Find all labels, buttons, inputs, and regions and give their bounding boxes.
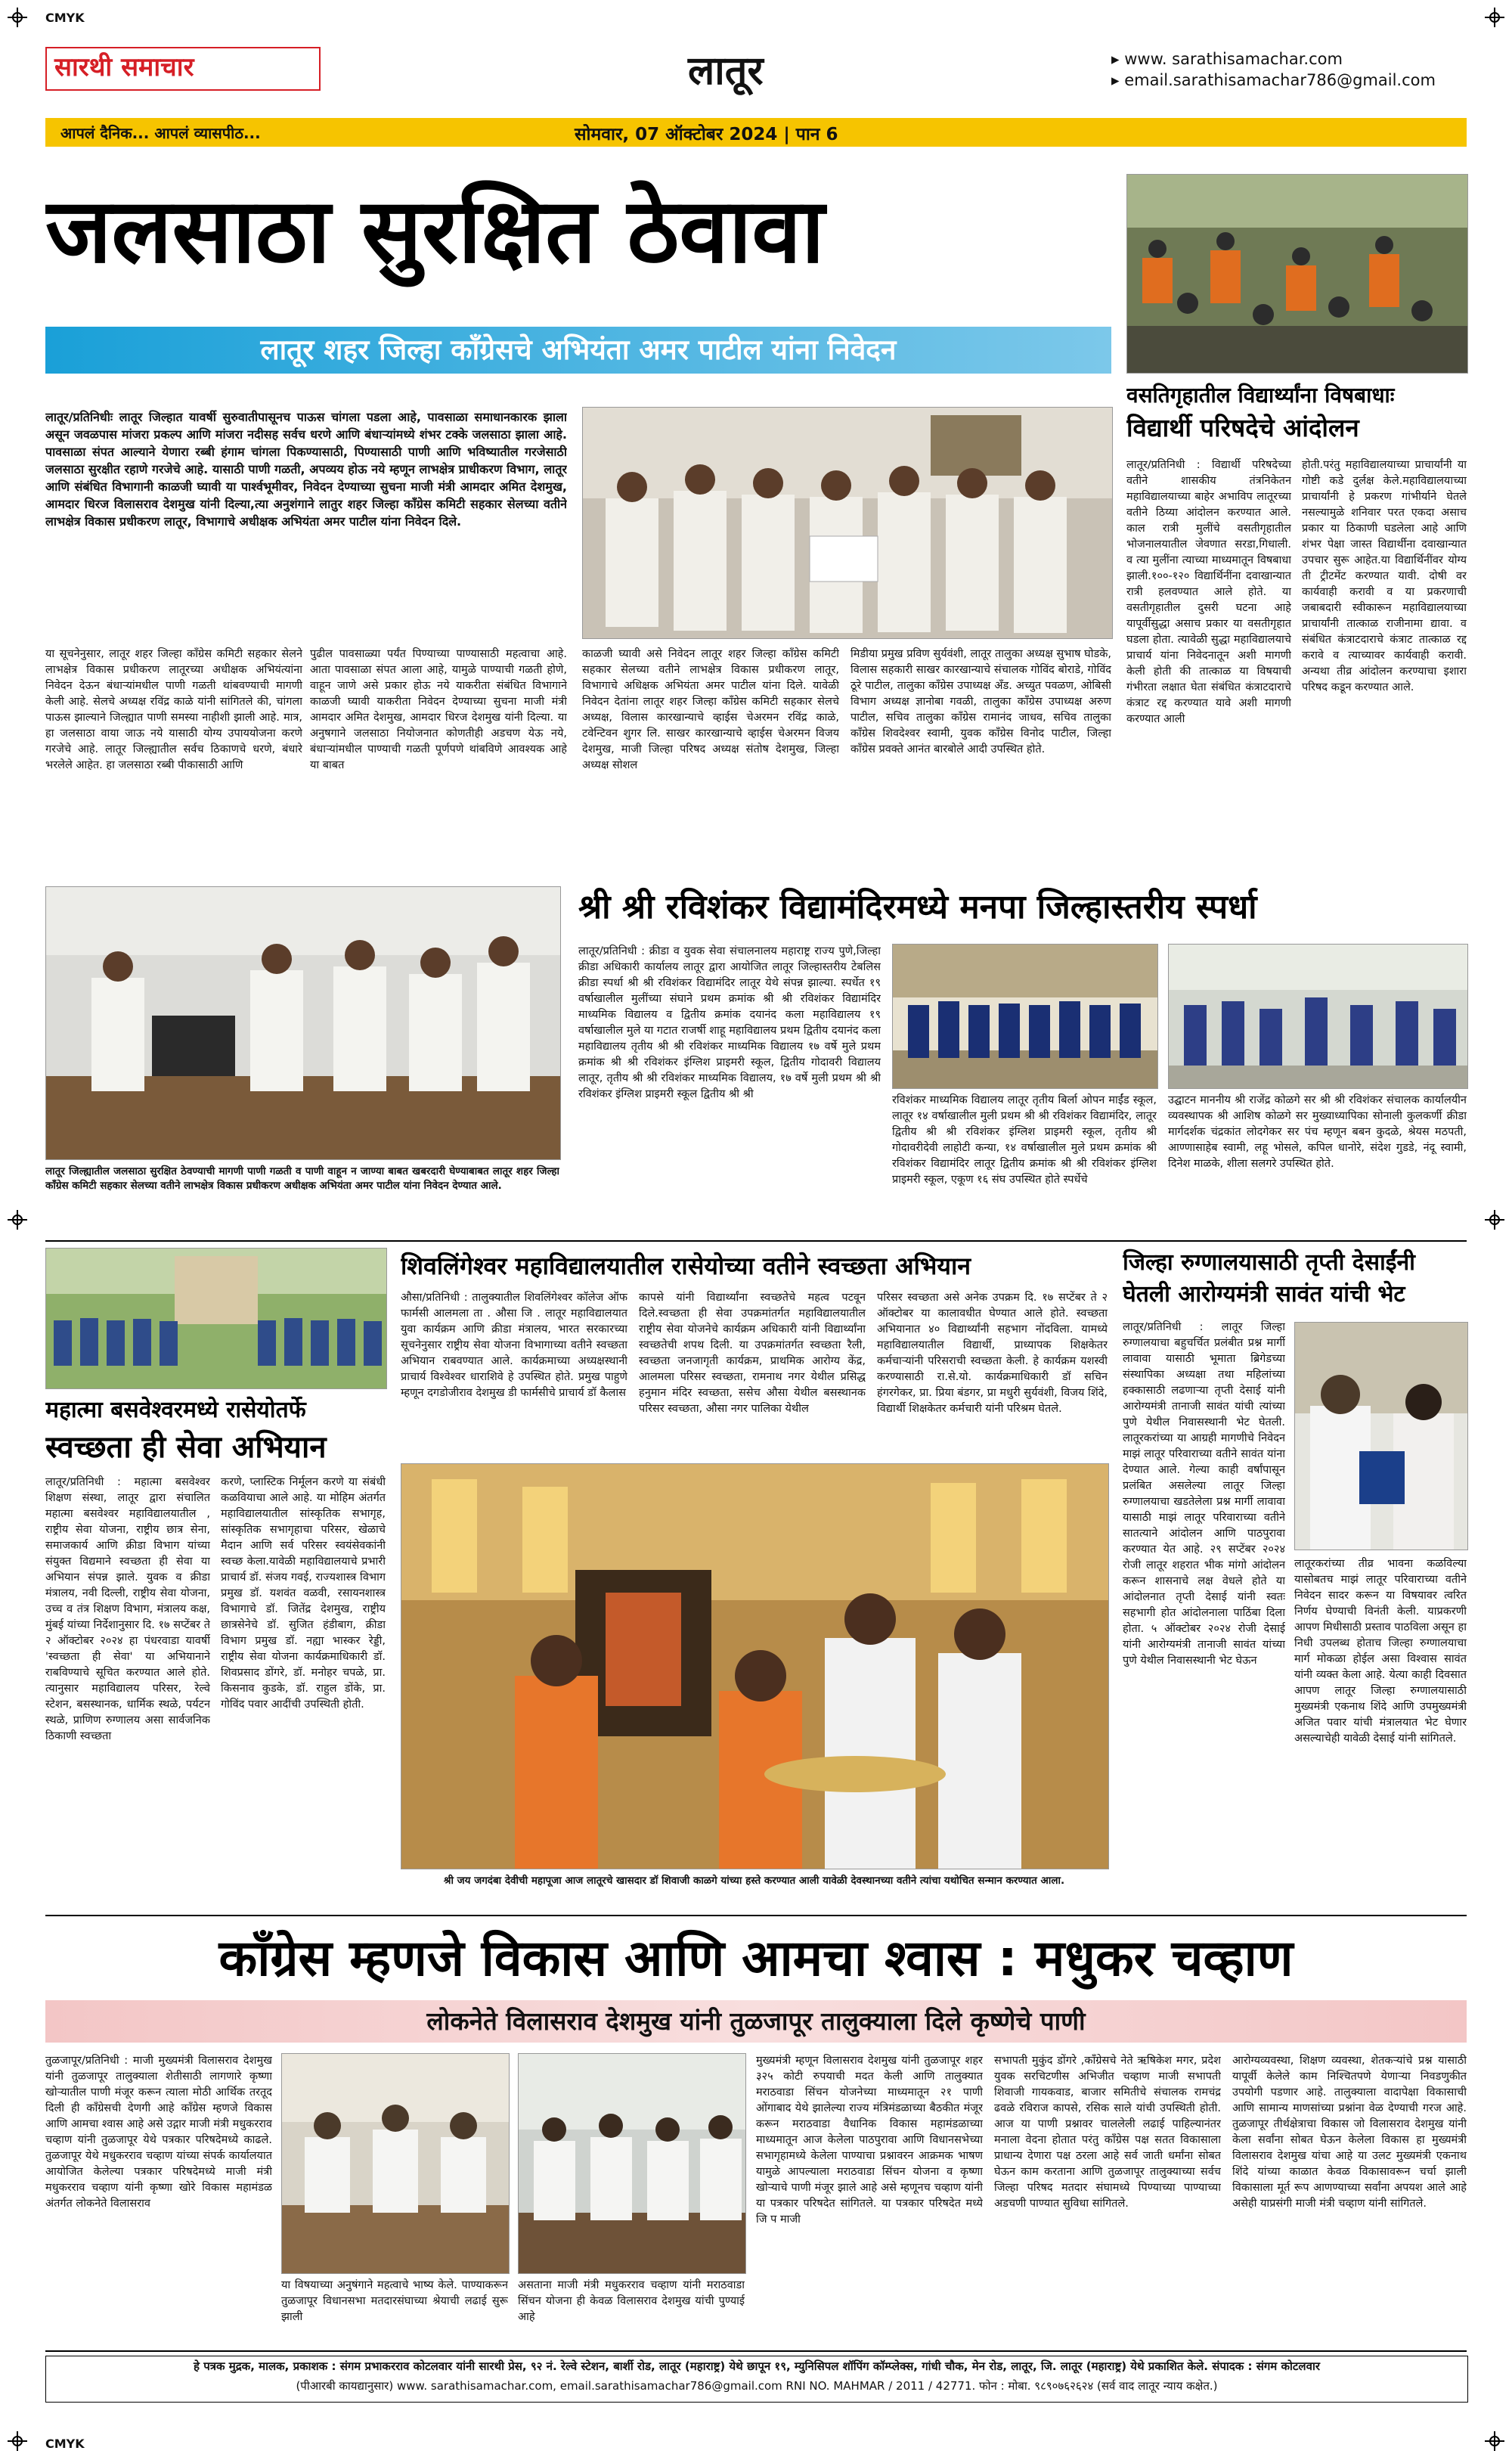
story7-caption-1: या विषयाच्या अनुषंगाने महत्वाचे भाष्य केले. पाण्याकरून तुळजापूर विधानसभा मतदारसंघाच्या श्रेयाची लढाई सुरू झाली <box>281 2279 508 2323</box>
story2-col2: होती.परंतु महाविद्यालयाच्या प्राचार्यांनी या गोष्टी कडे दुर्लक्ष केले.महाविद्यालयाच्या प्राचार्यांनी हे प्रकरण गांभीर्याने घेतले नसल्यामुळे शनिवार परत एकदा असाच प्रकार या ठिकाणी घडलेला आहे आणि शंभर पेक्षा जास्त विद्यार्थीना दवाखान्यात उपचार सुरू आहेत.या विद्यार्थिनींवर योग्य ती ट्रीटमेंट करण्यात यावी. दोषी वर कार्यवाही करावी व या प्रकरणाची जबाबदारी स्वीकारून महाविद्यालयाच्या प्राचार्यांनी तात्काळ राजीनामा द्यावा. व संबंधित कंत्राटदाराचे कंत्राट तात्काळ रद्द करावे व त्याच्यावर कार्यवाही करावी. अन्यथा तीव्र आंदोलन करण्याचा इशारा परिषद कडून करण्यात आले. <box>1302 459 1467 693</box>
email-link[interactable]: email.sarathisamachar786@gmail.com <box>1124 71 1436 89</box>
story1-subhead-bar <box>45 327 1111 374</box>
footer-rule <box>45 2350 1467 2352</box>
story6-photo-meeting <box>1294 1322 1468 1550</box>
story1-photo-caption: लातूर जिल्ह्यातील जलसाठा सुरक्षित ठेवण्याची मागणी पाणी गळती व पाणी वाहून न जाण्या बाबत खबरदारी घेण्याबाबत लातूर शहर जिल्हा काँग्रेस कमिटी सहकार सेलच्या वतीने लाभक्षेत्र विकास प्रधीकरण अधीक्षक अभियंता अमर पाटील यांना निवेदन देण्यात आले. <box>45 1165 559 1192</box>
story1-photo-office <box>45 886 561 1160</box>
story4-photo-caption: श्री जय जगदंबा देवीची महापूजा आज लातूरचे खासदार डॉ शिवाजी काळगे यांच्या हस्ते करण्यात आली यावेळी देवस्थानच्या वतीने त्यांचा यथोचित सन्मान करण्यात आला. <box>443 1875 1065 1887</box>
cmyk-label: CMYK <box>45 2437 85 2451</box>
story5-photo-group <box>45 1248 387 1389</box>
story7-col1: तुळजापूर/प्रतिनिधी : माजी मुख्यमंत्री विलासराव देशमुख यांनी तुळजापूर तालुक्याला शेतीसाठी लागणारे कृष्णा खोऱ्यातील पाणी मंजूर करून त्याला मोठी आर्थिक तरतूद दिली ही काँग्रेसची देणगी आहे काँग्रेस म्हणजे विकास आणि आमचा श्वास आहे असे उद्गार माजी मंत्री मधुकरराव चव्हाण यांनी तुळजापूर येथे पत्रकार परिषदेमध्ये काढले. तुळजापूर येथे मधुकरराव चव्हाण यांच्या संपर्क कार्यालयात आयोजित केलेल्या पत्रकार परिषदेमध्ये माजी मंत्री मधुकरराव चव्हाण यांनी कृष्णा खोरे विकास महामंडळ अंतर्गत लोकनेते विलासराव <box>45 2055 272 2210</box>
story3-photo-group <box>892 944 1158 1089</box>
story2-headline-2: विद्यार्थी परिषदेचे आंदोलन <box>1126 413 1359 442</box>
registration-mark <box>1485 2431 1504 2451</box>
story4-col3: परिसर स्वच्छता असे अनेक उपक्रम दि. १७ सप्टेंबर ते २ ऑक्टोबर या कालावधीत घेण्यात आले होते. स्वच्छता अभियानात ४० विद्यार्थ्यांनी सहभाग नोंदविला. यामध्ये महाविद्यालयातील विद्यार्थी, प्राध्यापक शिक्षकेतर कर्मचाऱ्यांनी परिसराची स्वच्छता केली. हे कार्यक्रम यशस्वी करण्यासाठी रा.से.यो. कार्यक्रमाधिकारी डॉ सचिन हंगरगेकर, प्रा. प्रिया बंडगर, प्रा मधुरी सुर्यवंशी, विजय शिंदे, विद्यार्थी शिक्षकेतर कर्मचारी यांनी परिश्रम घेतले. <box>877 1292 1108 1415</box>
story2-photo-protest <box>1126 174 1468 374</box>
story6-col1: लातूर/प्रतिनिधी : लातूर जिल्हा रुग्णालयाचा बहुचर्चित प्रलंबीत प्रश्न मार्गी लावावा यासाठी भूमाता ब्रिगेडच्या संस्थापिका अध्यक्षा तथा महिलांच्या हक्कासाठी लढणाऱ्या तृप्ती देसाई यांनी आरोग्यमंत्री तानाजी सावंत यांची त्यांच्या पुणे येथील निवासस्थानी भेट घेतली. लातूरकरांच्या या आग्रही मागणीचे निवेदन माझं लातूर परिवाराच्या वतीने सावंत यांना देण्यात आले. गेल्या काही वर्षांपासून प्रलंबित असलेल्या लातूर जिल्हा रुग्णालयाचा खडतेलेला प्रश्न मार्गी लावावा यासाठी माझं लातूर परिवाराच्या वतीने सातत्याने आंदोलन आणि पाठपुरावा करण्यात येत आहे. २९ सप्टेंबर २०२४ रोजी लातूर शहरात भीक मांगो आंदोलन करून शासनाचे लक्ष वेधले होते या आंदोलनात तृप्ती देसाई यांनी स्वतः सहभागी होत आंदोलनाला पाठिंबा दिला होता. ५ ऑक्टोबर २०२४ रोजी देसाई यांनी आरोग्यमंत्री तानाजी सावंत यांच्या पुणे येथील निवासस्थानी भेट घेऊन <box>1123 1321 1285 1667</box>
story7-photo-press-1 <box>281 2053 510 2274</box>
story1-lead: लातूर/प्रतिनिधीः लातूर जिल्हात यावर्षी सुरुवातीपासूनच पाऊस चांगला पडला आहे, पावसाळा समाधानकारक झाला असून जवळपास मांजरा प्रकल्प आणि मांजरा नदीसह सर्वच धरणे आणि बंधाऱ्यांमध्ये शंभर टक्के जलसाठा झाला आहे. पावसाळा संपत आल्याने येणारा रब्बी हंगाम चांगला पिकण्यासाठी, पिण्यासाठी पाणी आणि भविष्यातील गरजेसाठी जलसाठा सुरक्षीत रहाणे गरजेचे आहे. यासाठी पाणी गळती, अपव्यय होऊ नये म्हणून लाभक्षेत्र प्राधीकरण विभाग, लातूर आणि संबंधित विभागानी काळजी घ्यावी या पार्श्वभूमीवर, निवेदन देण्याच्या सुचना माजी मंत्री आमदार अमित देशमुख, आमदार धिरज विलासराव देशमुख यांनी दिल्या,त्या अनुशंगाने लातुर शहर जिल्हा कॉंग्रेस कमिटी सहकार सेलच्या वतीने लाभक्षेत्र विकास प्रधीकरण लातूर, विभागाचे अधीक्षक अभियंता अमर पाटील यांना निवेदन दिले. <box>45 410 567 529</box>
brand-logo <box>45 47 321 91</box>
story1-col4: मिडीया प्रमुख प्रविण सुर्यवंशी, लातूर तालुका अध्यक्ष सुभाष घोडके, विलास सहकारी साखर कारखान्याचे संचालक गोविंद बोराडे, गोविंद ठूरे पाटील, तालुका कॉंग्रेस उपाध्यक्ष अँड. अच्युत पवळण, ओबिसी विभाग अध्यक्ष ज्ञानोबा गवळी, तालुका कॉंग्रेस उपाध्यक्ष अरुण पाटील, सचिव तालुका कॉंग्रेस रामानंद जाधव, सचिव तालुका कॉंग्रेस शिवदेश्वर स्वामी, युवक कॉंग्रेस विनोद पाटील, जिल्हा कॉंग्रेस प्रवक्ते आनंत बारबोले आदी उपस्थित होते. <box>850 648 1111 755</box>
section-divider <box>45 1240 1467 1242</box>
story1-subhead: लातूर शहर जिल्हा काँग्रेसचे अभियंता अमर पाटील यांना निवेदन <box>260 333 897 366</box>
story4-photo-temple <box>401 1463 1109 1869</box>
story1-headline: जलसाठा सुरक्षित ठेवावा <box>45 178 825 283</box>
story2-headline-1: वसतिगृहातील विद्यार्थ्यांना विषबाधाः <box>1126 383 1395 408</box>
story1-photo-meeting <box>582 407 1113 639</box>
story1-col2: पुढील पावसाळ्या पर्यंत पिण्याच्या पाण्यासाठी महत्वाचा आहे. आता पावसाळा संपत आला आहे, यामुळे पाण्याची गळती होणे, वाहून जाणे असे प्रकार होऊ नये याकरीता संबंधित विभागाने काळजी घ्यावी याकरीता निवेदन देण्याच्या सुचना माजी मंत्री आमदार अमित देशमुख, आमदार धिरज देशमुख यांनी दिल्या. या अनुषगाने जलसाठा नियोजनात कोणतीही अडचण येऊ नये, बंधाऱ्यांमधील पाण्याची गळती पूर्णपणे थांबविणे आवश्यक आहे या बाबत <box>310 648 567 771</box>
story4-col2: कापसे यांनी विद्यार्थ्यांना स्वच्छतेचे महत्व पटवून दिले.स्वच्छता ही सेवा उपक्रमांतर्गत महाविद्यालयातील राष्ट्रीय सेवा योजनेचे कार्यक्रम अधिकारी यांनी विद्यार्थ्यांना स्वच्छतेची शपथ दिली. या उपक्रमांतर्गत स्वच्छता रैली, स्वच्छता जनजागृती कार्यक्रम, प्राथमिक आरोग्य केंद्र, आलमला परिसर स्वच्छता, रामनाथ नगर येथील प्रसिद्ध हनुमान मंदिर स्वच्छता, ससेच औसा येथील बसस्थानक परिसर स्वच्छता, औसा नगर पालिका येथील <box>639 1292 866 1415</box>
date-line: सोमवार, 07 ऑक्टोबर 2024 | पान 6 <box>575 125 838 144</box>
header-band <box>45 118 1467 147</box>
registration-mark <box>8 8 27 27</box>
story5-headline-2: स्वच्छता ही सेवा अभियान <box>45 1430 327 1465</box>
story3-col1: लातूर/प्रतिनिधी : क्रीडा व युवक सेवा संचालनालय महाराष्ट्र राज्य पुणे,जिल्हा क्रीडा अधिकारी कार्यालय लातूर द्वारा आयोजित लातूर जिल्हास्तरीय टेबलिस क्रीडा स्पर्धा श्री श्री रविशंकर विद्यामंदिर लातूर येथे संपन्न झाल्या. स्पर्धेत १९ वर्षाखालील मुलींच्या संघाने प्रथम क्रमांक श्री श्री रविशंकर विद्यामंदिर माध्यमिक विद्यालय व द्वितीय क्रमांक दयानंद कला महाविद्यालय १९ वर्षाखालील मुले या गटात राजर्षी शाहू महाविद्यालय प्रथम द्वितीय दयानंद कला महाविद्यालय तृतीय श्री श्री रविशंकर माध्यमिक विद्यालय १७ वर्षे मुले प्रथम क्रमांक श्री श्री रविशंकर इंग्लिश प्राइमरी स्कूल, द्वितीय गोदावरी विद्यालय लातूर, तृतीय श्री श्री रविशंकर माध्यमिक विद्यालय, १७ वर्षे मुली प्रथम श्री श्री रविशंकर इंग्लिश प्राइमरी स्कूल द्वितीय श्री श्री <box>578 945 881 1100</box>
story7-caption-2: असताना माजी मंत्री मधुकरराव चव्हाण यांनी मराठवाडा सिंचन योजना ही केवळ विलासराव देशमुख यांची पुण्याई आहे <box>518 2279 745 2323</box>
story7-photo-press-2 <box>518 2053 746 2274</box>
registration-mark <box>8 1210 27 1230</box>
header-contact <box>1111 48 1436 91</box>
story3-photo-ceremony <box>1168 944 1468 1089</box>
masthead <box>45 47 1467 115</box>
city-title: लातूर <box>688 48 764 94</box>
registration-mark <box>8 2431 27 2451</box>
story5-headline-1: महात्मा बसवेश्वरमध्ये रासेयोतर्फे <box>45 1397 306 1423</box>
website-link[interactable]: www. sarathisamachar.com <box>1124 50 1343 68</box>
story2-col1: लातूर/प्रतिनिधी : विद्यार्थी परिषदेच्या वतीने शासकीय तंत्रनिकेतन महाविद्यालयाच्या बाहेर अभाविप लातूरच्या वतीने ठिय्या आंदोलन करण्यात आले. काल रात्री मुलींचे वसतीगृहातील भोजनालयातील जेवणात सरडा,गिधाली. व त्या मुलींना त्याच्या माध्यमातून विषबाधा झाली.१००-१२० विद्यार्थिनींना दवाखान्यात रात्री हलवण्यात आले होते. या वसतीगृहातील दुसरी घटना आहे यापूर्वीसुद्धा असाच प्रकार या वसतीगृहात घडला होता. त्यावेळी सुद्धा महाविद्यालयाचे प्राचार्य यांना निवेदनातून अशी मागणी केली होती की तात्काळ या विषयाची गंभीरता लक्षात घेता संबंधित कंत्राटदाराचे कंत्राट रद्द करण्यात यावे अशी मागणी करण्यात आली <box>1126 459 1291 725</box>
cmyk-label: CMYK <box>45 11 85 25</box>
story3-col2: रविशंकर माध्यमिक विद्यालय लातूर तृतीय बिर्ला ओपन माईंड स्कूल, लातूर १४ वर्षाखालील मुली प्रथम श्री श्री रविशंकर विद्यामंदिर, लातूर द्वितीय श्री श्री रविशंकर इंग्लिश प्राइमरी स्कूल, तृतीय श्री गोदावरीदेवी लाहोटी कन्या, १४ वर्षाखालील मुले प्रथम क्रमांक श्री रविशंकर विद्यामंदिर लातूर द्वितीय क्रमांक श्री श्री रविशंकर इंग्लिश प्राइमरी स्कूल, एकूण १६ संघ उपस्थित होते स्पर्धेचे <box>892 1094 1157 1186</box>
brand-name: सारथी समाचार <box>54 52 194 82</box>
registration-mark <box>1485 1210 1504 1230</box>
story3-headline: श्री श्री रविशंकर विद्यामंदिरमध्ये मनपा जिल्हास्तरीय स्पर्धा <box>578 888 1257 926</box>
story7-headline: काँग्रेस म्हणजे विकास आणि आमचा श्वास : मधुकर चव्हाण <box>218 1929 1294 1987</box>
story7-col3: सभापती मुकुंद डोंगरे ,काँग्रेसचे नेते ऋषिकेश मगर, प्रदेश युवक सरचिटणीस अभिजीत चव्हाण माजी सभापती शिवाजी गायकवाड, बाजार समितीचे संचालक रामचंद्र ढवळे रविराज कापसे, रसिक साले यांची उपस्थिती होती. आज या पाणी प्रश्नावर चाललेली लढाई पाहिल्यानंतर मनाला वेदना होतात परंतु काँग्रेस पक्ष सतत विकासाला प्राधान्य देणारा पक्ष ठरला आहे सर्व जाती धर्मांना सोबत घेऊन काम करताना आणि तुळजापूर तालुक्याच्या सर्वच जिल्हा परिषद मतदार संघामध्ये पिण्याच्या पाण्याच्या अडचणी पाण्यात सुविधा सांगितले. <box>994 2055 1221 2210</box>
story5-col1: लातूर/प्रतिनिधी : महात्मा बसवेश्वर शिक्षण संस्था, लातूर द्वारा संचालित महात्मा बसवेश्वर महाविद्यालयातील , राष्ट्रीय सेवा योजना, राष्ट्रीय छात्र सेना, समाजकार्य आणि क्रीडा विभाग यांच्या संयुक्त विद्यमाने स्वच्छता ही सेवा या अभियान संपन्न झाले. युवक व क्रीडा मंत्रालय, नवी दिल्ली, राष्ट्रीय सेवा योजना, उच्च व तंत्र शिक्षण विभाग, मंत्रालय कक्ष, मुंबई यांच्या निर्देशानुसार दि. १७ सप्टेंबर ते २ ऑक्टोबर २०२४ हा पंधरवाडा यावर्षी 'स्वच्छता ही सेवा' या अभियानाने राबविण्याचे सूचित करण्यात आले होते. त्यानुसार महाविद्यालय परिसर, रेल्वे स्टेशन, बसस्थानक, धार्मिक स्थळे, पर्यटन स्थळे, प्राणिण रुग्णालय असा सार्वजनिक ठिकाणी स्वच्छता <box>45 1476 210 1742</box>
story7-subhead: लोकनेते विलासराव देशमुख यांनी तुळजापूर तालुक्याला दिले कृष्णेचे पाणी <box>426 2006 1086 2036</box>
email-row <box>1111 70 1436 91</box>
story7-subhead-bar <box>45 2000 1467 2043</box>
story6-headline-1: जिल्हा रुग्णालयासाठी तृप्ती देसाईंनी <box>1123 1249 1415 1276</box>
arrow-icon: ▸ <box>1111 71 1125 89</box>
arrow-icon: ▸ <box>1111 50 1125 68</box>
footer-line-1: हे पत्रक मुद्रक, मालक, प्रकाशक : संगम प्रभाकरराव कोटलवार यांनी सारथी प्रेस, ९२ नं. रेल्वे स्टेशन, बार्शी रोड, लातूर (महाराष्ट्र) येथे छापून १९, म्युनिसिपल शॉपिंग कॉम्प्लेक्स, गांधी चौक, मेन रोड, लातूर, जि. लातूर (महाराष्ट्र) येथे प्रकाशित केले. संपादक : संगम कोटलवार <box>194 2359 1320 2373</box>
story4-col1: औसा/प्रतिनिधी : तालुक्यातील शिवलिंगेश्वर कॉलेज ऑफ फार्मसी आलमला ता . औसा जि . लातूर महाविद्यालयात युवा कार्यक्रम आणि क्रीडा मंत्रालय, भारत सरकारच्या सूचनेनुसार राष्ट्रीय सेवा योजना विभागाच्या वतीने स्वच्छता अभियान राबवण्यात आले. कार्यक्रमाच्या अध्यक्षस्थानी प्राचार्य विश्वेश्वर धाराशिवे हे उपस्थित होते. प्रमुख पाहुणे म्हणून दगडोजीराव देशमुख डी फार्मसीचे प्राचार्य डॉ कैलास <box>401 1292 627 1399</box>
story1-col1: या सूचनेनुसार, लातूर शहर जिल्हा काँग्रेस कमिटी सहकार सेलने लाभक्षेत्र विकास प्रधीकरण लातूरच्या अधीक्षक अभियंत्यांना निवेदन देऊन बंधाऱ्यांमधील पाणी गळती थांबवण्याची मागणी केली आहे. सेलचे अध्यक्ष रविंद्र काळे यांनी सांगितले की, चांगला पाऊस झाल्याने जिल्ह्यात पाणी समस्या नाहीशी झाली आहे. मात्र, हा जलसाठा वाया जाऊ नये यासाठी योग्य उपाययोजना करणे गरजेचे आहे. लातूर जिल्ह्यातील सर्वच ठिकाणचे धरणे, बंधारे भरलेले आहेत. हा जलसाठा रब्बी पीकासाठी आणि <box>45 648 302 771</box>
section-divider <box>45 1915 1467 1916</box>
story4-headline: शिवलिंगेश्वर महाविद्यालयातील रासेयोच्या वतीने स्वच्छता अभियान <box>401 1252 971 1280</box>
story5-col2: करणे, प्लास्टिक निर्मूलन करणे या संबंधी कळवियाचा आले आहे. या मोहिम अंतर्गत महाविद्यालयातील सांस्कृतिक सभागृह, सांस्कृतिक सभागृहाचा परिसर, खेळाचे मैदान आणि सर्व परिसर स्वयंसेवकांनी स्वच्छ केला.यावेळी महाविद्यालयाचे प्रभारी प्राचार्य डॉ. संजय गवई, राज्यशास्त्र विभाग प्रमुख डॉ. यशवंत वळवी, रसायनशास्त्र विभागाचे डॉ. जितेंद्र देशमुख, राष्ट्रीय छात्रसेनेचे डॉ. सुजित हंडीबाग, क्रीडा विभाग प्रमुख डॉ. नह्या भास्कर रेड्डी, राष्ट्रीय सेवा योजना कार्यक्रमाधिकारी डॉ. शिवप्रसाद डोंगरे, डॉ. मनोहर चपळे, प्रा. किसनाव कुडके, डॉ. राहुल डोंके, प्रा. गोविंद पवार आदींची उपस्थिती होती. <box>221 1476 386 1711</box>
website-row <box>1111 48 1436 70</box>
story6-headline-2: घेतली आरोग्यमंत्री सावंत यांची भेट <box>1123 1281 1405 1308</box>
footer-imprint <box>45 2356 1468 2403</box>
story6-col2: लातूरकरांच्या तीव्र भावना कळविल्या यासोबतच माझं लातूर परिवाराच्या वतीने निवेदन सादर करून या विषयावर त्वरित निर्णय घेण्याची विनंती केली. याप्रकरणी आपण मिधीसाठी प्रस्ताव पाठविला असून हा निधी उपलब्ध होताच जिल्हा रुग्णालयाचा मार्ग मोकळा होईल असा विश्वास सावंत यांनी व्यक्त केला आहे. येत्या काही दिवसात आपण लातूर जिल्हा रुग्णालयासाठी मुख्यमंत्री एकनाथ शिंदे आणि उपमुख्यमंत्री अजित पवार यांची मंत्रालयात भेट घेणार असल्याचेही यावेळी देसाई यांनी सांगितले. <box>1294 1558 1467 1745</box>
footer-line-2: (पीआरबी कायद्यानुसार) www. sarathisamachar.com, email.sarathisamachar786@gmail.com RNI NO. MAHMAR / 2011 / 42771. फोन : मोबा. ९८९०७६२६२४ (सर्व वाद लातूर न्याय कक्षेत.) <box>296 2379 1218 2393</box>
story7-col4: आरोग्यव्यवस्था, शिक्षण व्यवस्था, शेतकऱ्यांचे प्रश्न यासाठी यापूर्वी केलेले काम निश्चितपणे येणाऱ्या निवडणुकीत उपयोगी पडणार आहे. तालुक्याला वादापेक्षा विकासाची आणि सामान्य माणसांच्या प्रश्नांना वेळ देण्याची गरज आहे. तुळजापूर तीर्थक्षेत्राचा विकास जो विलासराव देशमुख यांनी केला सर्वांना सोबत घेऊन केलेला विकास हा मुख्यमंत्री विलासराव देशमुख यांचा आहे या उलट मुख्यमंत्री एकनाथ शिंदे यांच्या काळात केवळ विकासावरून चर्चा झाली विकासाला मूर्त रूप आणण्याच्या सर्वांना अपयश आले आहे असेही याप्रसंगी माजी मंत्री चव्हाण यांनी सांगितले. <box>1232 2055 1467 2210</box>
story7-col2: मुख्यमंत्री म्हणून विलासराव देशमुख यांनी तुळजापूर शहर ३२५ कोटी रुपयाची मदत केली आणि तालुक्यात मराठवाडा सिंचन योजनेच्या माध्यमातून २१ पाणी ओंगाबाद येथे झालेल्या राज्य मंत्रिमंडळाच्या बैठकीत मंजूर करून मराठवाडा वैधानिक विकास महामंडळाच्या माध्यमातून आज केलेला पाठपुरावा आणि विधानसभेच्या सभागृहामध्ये केलेला पाण्याचा प्रश्नावरन आक्रमक भाषण यामुळे आपल्याला मराठवाडा सिंचन योजना व कृष्णा खोऱ्याचे पाणी मंजूर झाले आहे असे म्हणूनच चव्हाण यांनी या पत्रकार परिषदेत सांगितले. या पत्रकार परिषदेत मध्ये जि प माजी <box>756 2055 983 2226</box>
story1-col3: काळजी घ्यावी असे निवेदन लातूर शहर जिल्हा काँग्रेस कमिटी सहकार सेलच्या वतीने लाभक्षेत्र विकास प्रधीकरण लातूर, विभागाचे अधिक्षक अभियंता अमर पाटील यांना दिले. यावेळी निवेदन देतांना लातूर शहर जिल्हा काँग्रेस कमिटी सहकार सेलचे अध्यक्ष, विलास कारखान्याचे व्हाईस चेअरमन रविंद्र काळे, टवेन्टिवन शुगर लि. साखर कारखान्याचे व्हाईस चेअरमन विजय देशमुख, माजी जिल्हा परिषद अध्यक्ष संतोष देशमुख, जिल्हा अध्यक्ष सोशल <box>582 648 839 771</box>
tagline: आपलं दैनिक... आपलं व्यासपीठ... <box>60 124 261 142</box>
registration-mark <box>1485 8 1504 27</box>
story3-col3: उद्घाटन माननीय श्री राजेंद्र कोळगे सर श्री श्री रविशंकर संचालक कार्यालयीन व्यवस्थापक श्री आशिष कोळगे सर मुख्याध्यापिका सोनाली कुलकर्णी क्रीडा मार्गदर्शक चंद्रकांत लोदगेकर सर पंच म्हणून बबन कुदळे, श्रेयस मठपती, आण्णासाहेब स्वामी, लहू भोसले, कपिल धानोरे, संदेश गुडडे, नंदू स्वामी, दिनेश माळके, शीला सलगरे उपस्थित होते. <box>1168 1094 1467 1170</box>
